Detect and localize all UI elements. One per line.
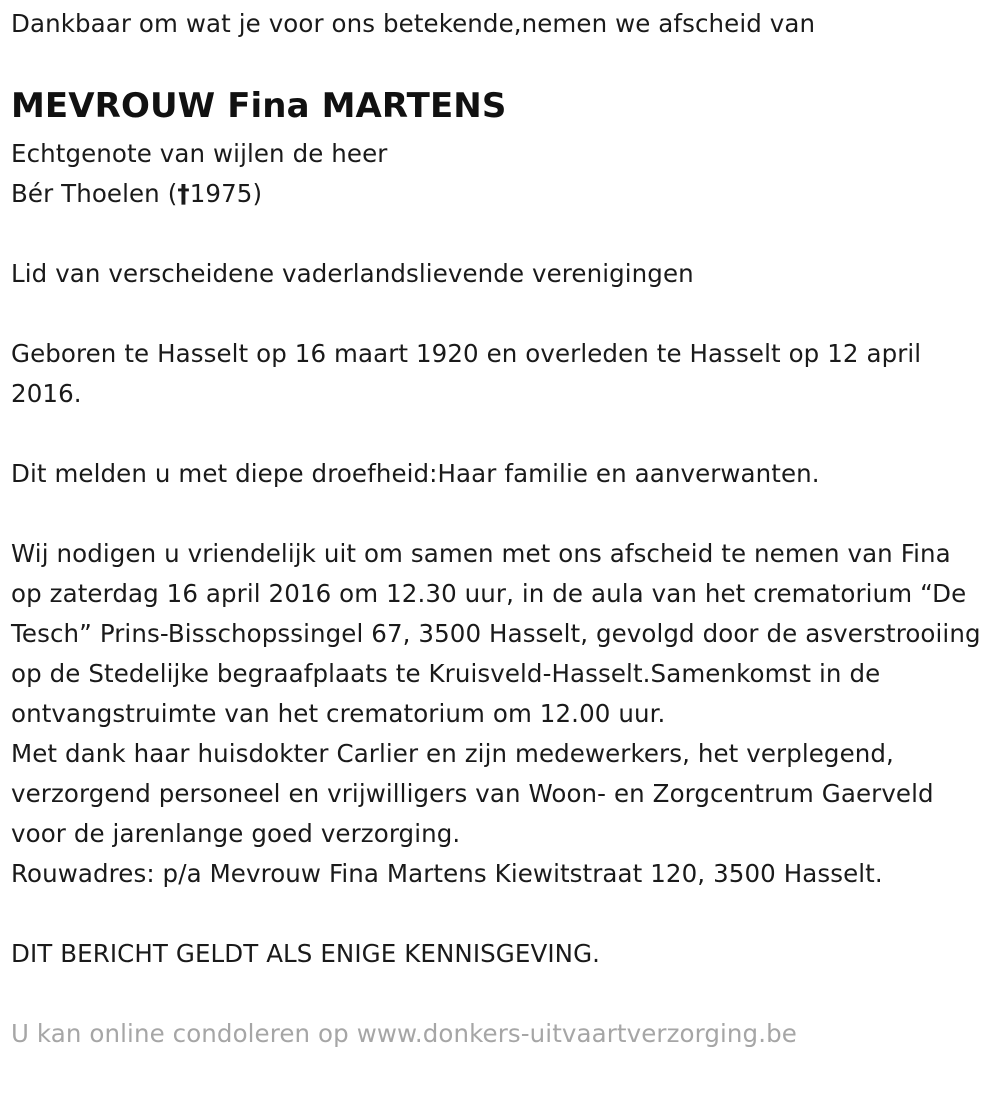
cross-icon: † [177,179,190,208]
obituary-notice [11,4,986,1054]
spacer [11,44,986,84]
intro-text: Dankbaar om wat je voor ons betekende,nemen we afscheid van [11,9,816,38]
membership-text: Lid van verscheidene vaderlandslievende verenigingen [11,259,694,288]
spacer [11,894,986,934]
spacer [11,414,986,454]
official-notice-text: DIT BERICHT GELDT ALS ENIGE KENNISGEVING. [11,939,601,968]
spouse-death-year: 1975) [189,179,263,208]
spouse-name: Bér Thoelen ( [11,179,178,208]
condolence-footer: U kan online condoleren op www.donkers-uitvaartverzorging.be [11,1019,797,1048]
spacer [11,974,986,1014]
deceased-name: MEVROUW Fina MARTENS [11,86,507,126]
spouse-line-2 [11,174,986,214]
address-text: Rouwadres: p/a Mevrouw Fina Martens Kiewitstraat 120, 3500 Hasselt. [11,859,883,888]
spacer [11,494,986,534]
ceremony-text: Wij nodigen u vriendelijk uit om samen met ons afscheid te nemen van Fina op zaterdag 16 april 2016 om 12.30 uur, in de aula van het crematorium “De Tesch” Prins-Bisschopssingel 67, 3500 Hasselt, gevolgd door de asverstrooiing op de Stedelijke begraafplaats te Kruisveld-Hasselt.Samenkomst in de ontvangstruimte van het crematorium om 12.00 uur. [11,539,981,728]
announcement-text: Dit melden u met diepe droefheid:Haar familie en aanverwanten. [11,459,820,488]
spouse-line-1: Echtgenote van wijlen de heer [11,139,388,168]
spacer [11,294,986,334]
birth-death-text: Geboren te Hasselt op 16 maart 1920 en overleden te Hasselt op 12 april 2016. [11,339,922,408]
thanks-text: Met dank haar huisdokter Carlier en zijn medewerkers, het verplegend, verzorgend personeel en vrijwilligers van Woon- en Zorgcentrum Gaerveld voor de jarenlange goed verzorging. [11,739,934,848]
spacer [11,214,986,254]
